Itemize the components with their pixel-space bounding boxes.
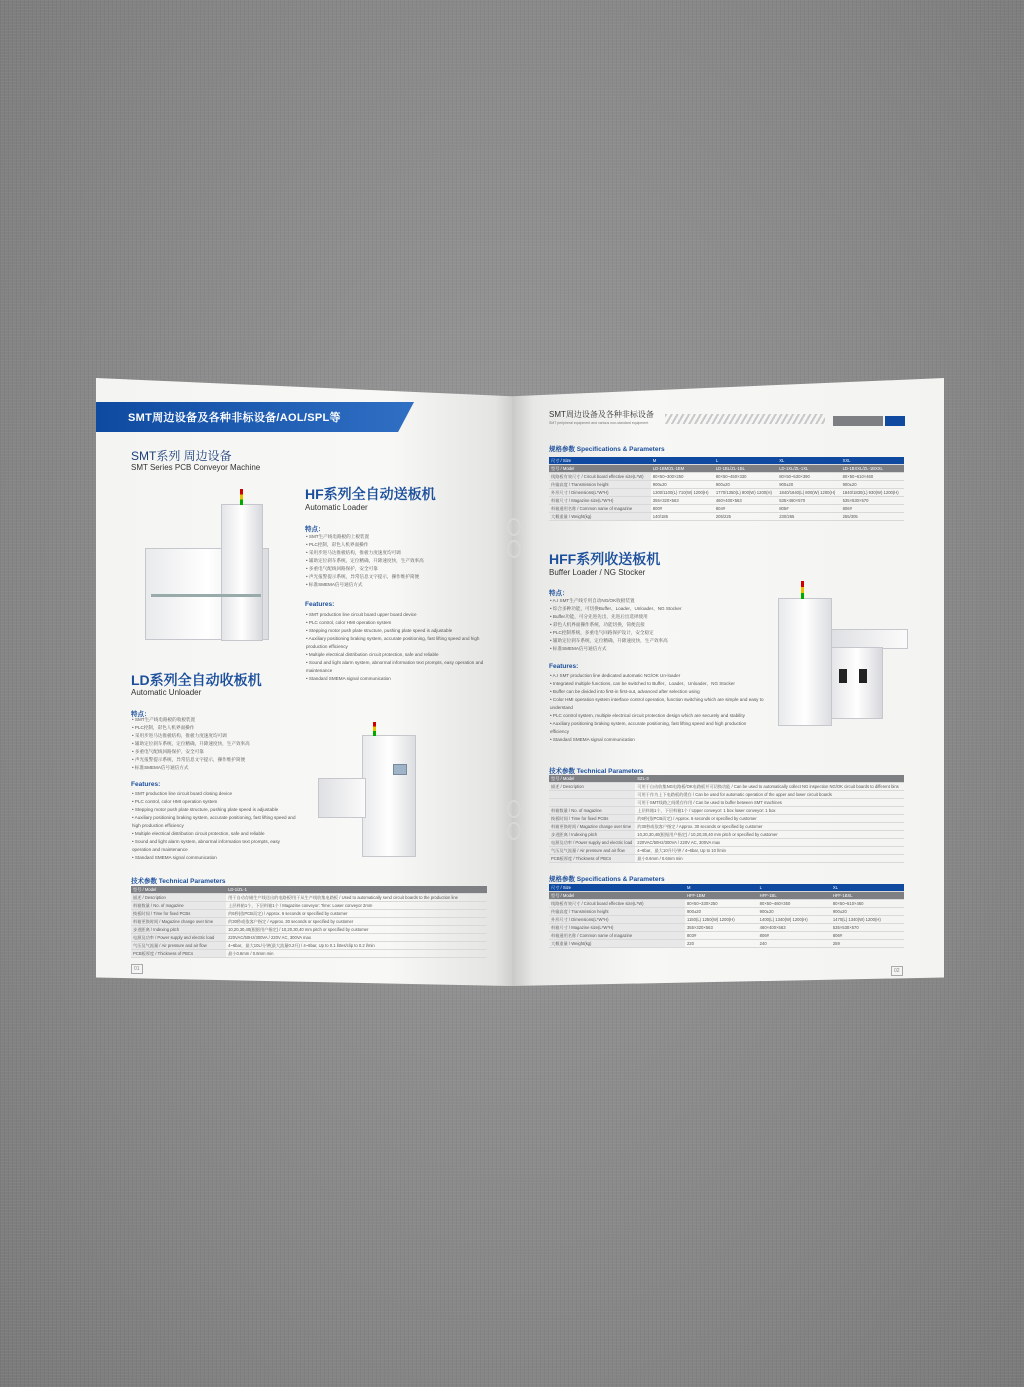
feature-item: • PLC control, color HMI operation system bbox=[132, 798, 297, 806]
table-cell: 80×50~510×460 bbox=[831, 900, 904, 908]
table-cell: 80×50~610×460 bbox=[841, 473, 904, 481]
table-cell: 140/185 bbox=[651, 513, 714, 521]
table-cell: 805# bbox=[777, 505, 840, 513]
table-cell: 900±20 bbox=[831, 908, 904, 916]
table-cell: 换板时间 / Time for fixed PCBs bbox=[131, 910, 226, 918]
table-cell: HFF-1BXL bbox=[831, 892, 904, 900]
table-cell: 1840/1640(L) 800(W) 1200(H) bbox=[777, 489, 840, 497]
feature-item: • 声光报警提示系统，异常信息文字提示，操作维护简便 bbox=[132, 756, 297, 764]
ld-features-cn-label: 特点： bbox=[131, 711, 151, 718]
table-cell: 535×530×570 bbox=[841, 497, 904, 505]
table-cell: 10,20,30,40(根据用户指定) / 10,20,30,40 mm pitch or specified by customer bbox=[635, 831, 904, 839]
table-cell: 大概重量 / Weight(kg) bbox=[549, 513, 651, 521]
feature-item: • A.I SMT生产线专用自动NG/OK收板装置 bbox=[550, 597, 760, 605]
feature-item: • PLC控制，彩色人机界面操作 bbox=[132, 724, 297, 732]
table-cell: 线路板有效尺寸 / Circuit board effective size(L*W) bbox=[549, 900, 685, 908]
table-cell: 描述 / Description bbox=[549, 783, 635, 791]
binding-ring bbox=[507, 800, 521, 818]
hf-features-cn-label: 特点： bbox=[305, 526, 325, 533]
right-tech-table bbox=[549, 775, 904, 863]
binding-ring bbox=[507, 822, 521, 840]
table-row bbox=[549, 505, 904, 513]
table-cell: 80×50~300×250 bbox=[651, 473, 714, 481]
table-cell: 电源及功率 / Power supply and electric load bbox=[131, 934, 226, 942]
spec1-label: 规格参数 Specifications & Parameters bbox=[549, 446, 665, 453]
table-cell: 换板时间 / Time for fixed PCBs bbox=[549, 815, 635, 823]
ld-features-cn-list bbox=[132, 716, 297, 772]
table-cell: 步进距离 / Indexing pitch bbox=[131, 926, 226, 934]
table-cell: 料箱更换时间 / Magazine change over time bbox=[131, 918, 226, 926]
table-row bbox=[549, 473, 904, 481]
table-row bbox=[131, 942, 487, 950]
table-cell bbox=[549, 791, 635, 799]
table-cell: LD-1XL/ZL-1XL bbox=[777, 465, 840, 473]
ld-title-en: Automatic Unloader bbox=[131, 688, 202, 697]
feature-item: • Buffer can be divided into first-in first-out, advanced after selection using bbox=[550, 688, 765, 696]
table-cell: SZL-3 bbox=[635, 775, 904, 783]
hff-buffer-image bbox=[778, 598, 832, 726]
table-cell: 1400(L) 1340(W) 1200(H) bbox=[758, 916, 831, 924]
hf-title-cn: HF系列全自动送板机 bbox=[305, 486, 436, 502]
table-row bbox=[131, 910, 487, 918]
feature-item: • Standard SMEMA signal communication bbox=[306, 675, 486, 683]
feature-item: • 采用步进马达推板结构，推板力度速度均可调 bbox=[306, 549, 496, 557]
table-row bbox=[131, 902, 487, 910]
table-cell: 约30秒或依客户指定 / Approx. 30 seconds or specified by customer bbox=[635, 823, 904, 831]
table-cell: 用于自动存储生产线送出的电路板/用于从生产线收集电路板 / Used to automatically send circuit boards to the production line bbox=[226, 894, 487, 902]
page-number-right: 02 bbox=[891, 966, 903, 976]
table-cell: 800# bbox=[651, 505, 714, 513]
feature-item: • 彩色人机界面操作系统，功能切换，简便直接 bbox=[550, 621, 760, 629]
table-cell: 1470(L) 1340(W) 1200(H) bbox=[831, 916, 904, 924]
table-row bbox=[549, 932, 904, 940]
hf-loader-image bbox=[145, 548, 269, 640]
table-cell: 料箱通用名称 / Common name of magazine bbox=[549, 932, 685, 940]
hff-features-en-label: Features: bbox=[549, 663, 579, 670]
feature-item: • 标准SMEMA信号通信方式 bbox=[550, 645, 760, 653]
page-number-left: 01 bbox=[131, 964, 143, 974]
hff-features-en-list bbox=[550, 672, 765, 744]
feature-item: • Integrated multiple functions, can be switched to Buffer、Loader、Unloader、NG Stocker bbox=[550, 680, 765, 688]
table-cell: HFF-1BL bbox=[758, 892, 831, 900]
table-cell: 料箱更换时间 / Magazine change over time bbox=[549, 823, 635, 831]
table-cell: 259 bbox=[831, 940, 904, 948]
hff-title-en: Buffer Loader / NG Stocker bbox=[549, 568, 646, 577]
table-cell: 80×50~330×250 bbox=[685, 900, 758, 908]
table-cell: 1300/1100(L) 710(W) 1200(H) bbox=[651, 489, 714, 497]
table-cell: 上层料箱1个，下层料箱1个 / Upper conveyor: 1 box lower conveyor: 1 box bbox=[635, 807, 904, 815]
series-title-cn: SMT系列 周边设备 bbox=[131, 449, 232, 463]
feature-item: • Auxiliary positioning braking system, accurate positioning, fast lifting speed and high production efficiency bbox=[132, 814, 297, 830]
table-cell: 料箱数量 / No. of magazine bbox=[549, 807, 635, 815]
feature-item: • Standard SMEMA signal communication bbox=[550, 736, 765, 744]
table-cell: 约6秒(依PCB而定) / Approx. 6 seconds or specified by customer bbox=[635, 815, 904, 823]
table-cell: 460×400×563 bbox=[714, 497, 777, 505]
ld-features-en-label: Features: bbox=[131, 781, 161, 788]
table-cell: LD-1/ZL-1 bbox=[226, 886, 487, 894]
table-cell: 最小0.6mm / 0.6mm min bbox=[635, 855, 904, 863]
table-cell: 1840/1830(L) 930(W) 1200(H) bbox=[841, 489, 904, 497]
binding-ring bbox=[507, 518, 521, 536]
hf-features-en-label: Features: bbox=[305, 601, 335, 608]
table-row bbox=[131, 886, 487, 894]
table-cell: PCB板厚度 / Thickness of PBCs bbox=[549, 855, 635, 863]
table-row bbox=[549, 465, 904, 473]
table-cell: 806# bbox=[841, 505, 904, 513]
table-cell: HFF-1BM bbox=[685, 892, 758, 900]
feature-item: • 声光报警提示系统，异常信息文字提示，操作维护简便 bbox=[306, 573, 496, 581]
header-grey-block bbox=[833, 416, 883, 426]
feature-item: • SMT production line circuit board upper board device bbox=[306, 611, 486, 619]
table-cell: 230/265 bbox=[777, 513, 840, 521]
hf-features-en-list bbox=[306, 611, 486, 683]
table-cell: 806# bbox=[758, 932, 831, 940]
table-row bbox=[131, 934, 487, 942]
ld-tech-label: 技术参数 Technical Parameters bbox=[131, 878, 226, 885]
right-header-cn: SMT周边设备及各种非标设备 bbox=[549, 410, 654, 419]
hff-features-cn-list bbox=[550, 597, 760, 653]
table-row bbox=[549, 807, 904, 815]
feature-item: • 多重电气配线回路保护，安全可靠 bbox=[132, 748, 297, 756]
feature-item: • A.I SMT production line dedicated automatic NG/OK Un-loader bbox=[550, 672, 765, 680]
spec2-table bbox=[549, 884, 904, 948]
ld-title-cn: LD系列全自动收板机 bbox=[131, 672, 262, 688]
table-cell: 220VAC/50Hz/300VA / 220V AC, 300VA max bbox=[226, 934, 487, 942]
table-cell: L bbox=[714, 457, 777, 465]
table-row bbox=[549, 775, 904, 783]
table-cell: 900±20 bbox=[685, 908, 758, 916]
feature-item: • PLC control, color HMI operation system bbox=[306, 619, 486, 627]
hff-tech-label: 技术参数 Technical Parameters bbox=[549, 768, 644, 775]
table-cell: 尺寸 / Size bbox=[549, 884, 685, 892]
table-cell: 料箱数量 / No. of magazine bbox=[131, 902, 226, 910]
feature-item: • 辅助定位刹车系统，定位精确，升降速度快，生产效率高 bbox=[132, 740, 297, 748]
feature-item: • Color HMI operation system interface control operation, function switching which are simple and easy to understand bbox=[550, 696, 765, 712]
spec1-table bbox=[549, 457, 904, 521]
header-hatch-decoration bbox=[665, 414, 825, 424]
table-row bbox=[131, 926, 487, 934]
table-cell: 804# bbox=[714, 505, 777, 513]
table-cell: 806# bbox=[831, 932, 904, 940]
feature-item: • Multiple electrical distribution circuit protection, safe and reliable bbox=[132, 830, 297, 838]
left-tech-table bbox=[131, 886, 487, 958]
feature-item: • Buffer功能，可分先进先出，先进后出选择使用 bbox=[550, 613, 760, 621]
binding-ring bbox=[507, 540, 521, 558]
table-cell: L bbox=[758, 884, 831, 892]
table-row bbox=[549, 457, 904, 465]
table-cell: 10,20,30,40(根据用户指定) / 10,20,30,40 mm pitch or specified by customer bbox=[226, 926, 487, 934]
hf-features-cn-list bbox=[306, 533, 496, 589]
feature-item: • 标准SMEMA信号通信方式 bbox=[306, 581, 496, 589]
table-row bbox=[549, 481, 904, 489]
table-row bbox=[549, 791, 904, 799]
table-cell: 可用于作为上下电路板的缓存 / Can be used for automatic operation of the upper and lower circuit boards bbox=[635, 791, 904, 799]
table-row bbox=[131, 894, 487, 902]
table-cell: LD-1BL/ZL-1BL bbox=[714, 465, 777, 473]
table-row bbox=[131, 950, 487, 958]
table-row bbox=[131, 918, 487, 926]
hff-features-cn-label: 特点： bbox=[549, 590, 569, 597]
feature-item: • 辅助定位刹车系统，定位精确，升降速度快，生产效率高 bbox=[550, 637, 760, 645]
table-cell: 900±20 bbox=[758, 908, 831, 916]
table-cell: 最小0.6mm / 0.6mm min bbox=[226, 950, 487, 958]
table-cell: 803# bbox=[685, 932, 758, 940]
table-row bbox=[549, 884, 904, 892]
table-cell: 描述 / Description bbox=[131, 894, 226, 902]
table-cell: 约30秒或依客户指定 / Approx. 30 seconds or specified by customer bbox=[226, 918, 487, 926]
table-row bbox=[549, 783, 904, 791]
table-cell: 料箱通用名称 / Common name of magazine bbox=[549, 505, 651, 513]
header-blue-block bbox=[885, 416, 905, 426]
table-cell: 220VAC/50Hz/300VA / 220V AC, 300VA max bbox=[635, 839, 904, 847]
table-row bbox=[549, 940, 904, 948]
table-cell: 型号 / Model bbox=[131, 886, 226, 894]
table-cell: 线路板有效尺寸 / Circuit board effective size(L*W) bbox=[549, 473, 651, 481]
table-cell: 步进距离 / Indexing pitch bbox=[549, 831, 635, 839]
table-cell: 料箱尺寸 / Magazine size(L*W*H) bbox=[549, 924, 685, 932]
table-cell: 传输高度 / Transmission height bbox=[549, 481, 651, 489]
feature-item: • Sound and light alarm system, abnormal information text prompts, easy operation and maintenance bbox=[306, 659, 486, 675]
table-cell bbox=[549, 799, 635, 807]
table-cell: 900±20 bbox=[714, 481, 777, 489]
table-cell: 80×50~530×390 bbox=[777, 473, 840, 481]
table-cell: 上层料箱1个，下层料箱1个 / Magazine conveyor: Time: Lower conveyor 2mm bbox=[226, 902, 487, 910]
table-cell: 535×460×570 bbox=[777, 497, 840, 505]
table-cell: LD-1BM/ZL-1BM bbox=[651, 465, 714, 473]
table-cell: 4~6bar，最大10升/分钟 / 4~6bar, Up to 10 l/min bbox=[635, 847, 904, 855]
feature-item: • Standard SMEMA signal communication bbox=[132, 854, 297, 862]
table-cell: 外形尺寸 / Dimensions(L*W*H) bbox=[549, 489, 651, 497]
table-row bbox=[549, 839, 904, 847]
table-cell: 可用于SMT线路之间缓存作用 / Can be used to buffer between SMT machines bbox=[635, 799, 904, 807]
table-cell: 255/305 bbox=[841, 513, 904, 521]
table-cell: 电源及功率 / Power supply and electric load bbox=[549, 839, 635, 847]
table-cell: XL bbox=[777, 457, 840, 465]
table-row bbox=[549, 908, 904, 916]
feature-item: • 综合多种功能，可切换Buffer、Loader、Unloader、NG Stocker bbox=[550, 605, 760, 613]
table-cell: XL bbox=[831, 884, 904, 892]
feature-item: • Auxiliary positioning braking system, accurate positioning, fast lifting speed and high production efficiency bbox=[550, 720, 765, 736]
hff-title-cn: HFF系列收送板机 bbox=[549, 551, 661, 567]
table-cell: 205/225 bbox=[714, 513, 777, 521]
feature-item: • Sound and light alarm system, abnormal information text prompts, easy operation and maintenance bbox=[132, 838, 297, 854]
table-row bbox=[549, 924, 904, 932]
table-cell: 80×50~450×330 bbox=[714, 473, 777, 481]
table-row bbox=[549, 916, 904, 924]
hf-title-en: Automatic Loader bbox=[305, 503, 368, 512]
table-row bbox=[549, 489, 904, 497]
right-header-en: SMT peripheral equipment and various non-standard equipment bbox=[549, 421, 649, 425]
table-cell: 传输高度 / Transmission height bbox=[549, 908, 685, 916]
table-cell: 1770/1350(L) 800(W) 1200(H) bbox=[714, 489, 777, 497]
feature-item: • PLC control system, multiple electrical circuit protection design which are securely and stability bbox=[550, 712, 765, 720]
feature-item: • Stepping motor push plate structure, pushing plate speed is adjustable bbox=[306, 627, 486, 635]
table-cell: 外形尺寸 / Dimensions(L*W*H) bbox=[549, 916, 685, 924]
table-row bbox=[549, 855, 904, 863]
table-cell: 料箱尺寸 / Magazine size(L*W*H) bbox=[549, 497, 651, 505]
table-cell: 900±20 bbox=[777, 481, 840, 489]
table-cell: 900±20 bbox=[841, 481, 904, 489]
table-cell: XXL bbox=[841, 457, 904, 465]
feature-item: • 辅助定位刹车系统，定位精确，升降速度快，生产效率高 bbox=[306, 557, 496, 565]
series-title-en: SMT Series PCB Conveyor Machine bbox=[131, 463, 261, 472]
ld-unloader-image bbox=[362, 735, 416, 857]
feature-item: • SMT production line circuit board closing device bbox=[132, 790, 297, 798]
table-cell: 大概重量 / Weight(kg) bbox=[549, 940, 685, 948]
table-cell: 355×320×563 bbox=[651, 497, 714, 505]
table-cell: 型号 / Model bbox=[549, 892, 685, 900]
table-cell: 型号 / Model bbox=[549, 465, 651, 473]
table-cell: LD-1BXXL/ZL-1BXXL bbox=[841, 465, 904, 473]
table-cell: 气压及气流量 / Air pressure and air flow bbox=[549, 847, 635, 855]
table-cell: 220 bbox=[685, 940, 758, 948]
feature-item: • 标准SMEMA信号通信方式 bbox=[132, 764, 297, 772]
feature-item: • Auxiliary positioning braking system, accurate positioning, fast lifting speed and high production efficiency bbox=[306, 635, 486, 651]
table-cell: 900±20 bbox=[651, 481, 714, 489]
table-row bbox=[549, 892, 904, 900]
table-row bbox=[549, 823, 904, 831]
feature-item: • PLC控制系统，多重电气回路保护设计，安全稳定 bbox=[550, 629, 760, 637]
table-cell: 型号 / Model bbox=[549, 775, 635, 783]
table-row bbox=[549, 831, 904, 839]
feature-item: • SMT生产线电路板的上板装置 bbox=[306, 533, 496, 541]
table-row bbox=[549, 799, 904, 807]
table-row bbox=[549, 900, 904, 908]
table-cell: 尺寸 / Size bbox=[549, 457, 651, 465]
table-cell: 1150(L) 1250(W) 1200(H) bbox=[685, 916, 758, 924]
feature-item: • Multiple electrical distribution circuit protection, safe and reliable bbox=[306, 651, 486, 659]
table-cell: 535×530×570 bbox=[831, 924, 904, 932]
table-cell: 460×400×563 bbox=[758, 924, 831, 932]
feature-item: • SMT生产线电路板的收板装置 bbox=[132, 716, 297, 724]
table-cell: 80×50~460×350 bbox=[758, 900, 831, 908]
table-cell: M bbox=[685, 884, 758, 892]
feature-item: • 采用步进马达推板结构，推板力度速度均可调 bbox=[132, 732, 297, 740]
table-row bbox=[549, 497, 904, 505]
table-cell: 约6秒(依PCB而定) / Approx. 6 seconds or specified by customer bbox=[226, 910, 487, 918]
table-cell: 可用于自动收集NG电路板/OK电路板并可切换功能 / Can be used to automatically collect NG inspection NG/OK circuit boards to different bins bbox=[635, 783, 904, 791]
table-cell: PCB板厚度 / Thickness of PBCs bbox=[131, 950, 226, 958]
spec2-label: 规格参数 Specifications & Parameters bbox=[549, 876, 665, 883]
table-cell: 355×320×563 bbox=[685, 924, 758, 932]
table-cell: M bbox=[651, 457, 714, 465]
table-cell: 气压及气流量 / Air pressure and air flow bbox=[131, 942, 226, 950]
ld-features-en-list bbox=[132, 790, 297, 862]
table-cell: 4~6bar，最大10L/分钟(最大流量0.2升) / 4~6bar, Up to 0.1 litres/clip to 0.2 l/min bbox=[226, 942, 487, 950]
table-cell: 240 bbox=[758, 940, 831, 948]
table-row bbox=[549, 847, 904, 855]
feature-item: • 多重电气配线回路保护，安全可靠 bbox=[306, 565, 496, 573]
section-banner-text: SMT周边设备及各种非标设备/AOL/SPL等 bbox=[128, 412, 341, 424]
table-row bbox=[549, 513, 904, 521]
feature-item: • PLC控制，彩色人机界面操作 bbox=[306, 541, 496, 549]
feature-item: • Stepping motor push plate structure, pushing plate speed is adjustable bbox=[132, 806, 297, 814]
table-row bbox=[549, 815, 904, 823]
